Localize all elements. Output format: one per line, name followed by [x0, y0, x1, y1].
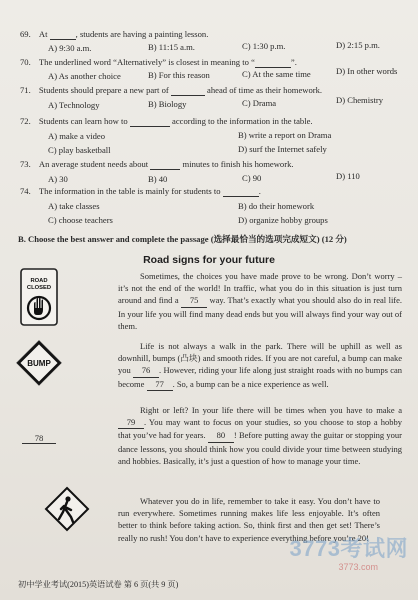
- bump-sign-label: BUMP: [27, 359, 51, 368]
- question-number: 69.: [20, 29, 31, 39]
- answer-blank: [223, 186, 259, 197]
- option-a: A) 30: [48, 174, 68, 184]
- option-d: D) organize hobby groups: [238, 215, 328, 225]
- road-closed-line1: ROAD: [30, 278, 48, 284]
- question-stem: Students can learn how to: [38, 116, 128, 126]
- answer-blank: [50, 29, 76, 40]
- paragraph-3-end: ! Before putting away the guitar or stopping your dance lessons, you should think how you could divide your time between studying and hobbies. Basically, it’s just a question of how to manage your time.: [118, 430, 403, 466]
- option-c: C) At the same time: [242, 69, 311, 79]
- answer-blank: [150, 159, 180, 170]
- paragraph-2-end: . So, a bump can be a nice experience as well.: [172, 378, 329, 389]
- option-d: D) surf the Internet safely: [238, 144, 327, 154]
- question-number: 74.: [20, 186, 31, 196]
- option-c: C) Drama: [242, 98, 277, 108]
- question-stem-end: ”.: [290, 57, 297, 67]
- question-number: 70.: [20, 57, 31, 67]
- question-72: [20, 116, 313, 127]
- option-c: C) choose teachers: [48, 215, 113, 225]
- question-74: [20, 186, 261, 197]
- page-footer: 初中学业考试(2015)英语试卷 第 6 页(共 9 页): [18, 580, 179, 589]
- question-stem-end: according to the information in the table.: [172, 116, 313, 126]
- watermark-logo: 3773考试网: [289, 536, 408, 561]
- answer-blank: [171, 85, 205, 96]
- question-stem-end: .: [258, 186, 261, 196]
- question-stem-end: minutes to finish his homework.: [182, 159, 294, 169]
- option-a: A) As another choice: [48, 71, 121, 81]
- margin-blank-78: [22, 433, 56, 444]
- bump-sign-icon: [16, 340, 62, 386]
- question-stem: The information in the table is mainly for students to: [38, 186, 221, 196]
- question-stem: An average student needs about: [38, 159, 149, 169]
- question-number: 72.: [20, 116, 31, 126]
- question-stem: The underlined word “Alternatively” is closest in meaning to “: [38, 57, 255, 67]
- road-closed-sign-icon: [20, 268, 58, 326]
- option-a: A) Technology: [48, 100, 100, 110]
- paragraph-2-mid: . However, riding your life along just straight roads with no bumps can become: [118, 365, 403, 389]
- answer-blank: [255, 57, 291, 68]
- option-c: C) 1:30 p.m.: [242, 41, 286, 51]
- option-a: A) make a video: [48, 131, 106, 141]
- paragraph-2: [118, 340, 402, 391]
- option-a: A) take classes: [48, 201, 100, 211]
- blank-77: 77: [147, 378, 173, 391]
- question-stem-end: , students are having a painting lesson.: [75, 29, 209, 39]
- pedestrian-sign-icon: [44, 486, 90, 532]
- option-d: D) Chemistry: [336, 95, 384, 105]
- paragraph-1: [118, 270, 402, 332]
- option-b: B) For this reason: [148, 70, 210, 80]
- passage-title: Road signs for your future: [143, 254, 275, 266]
- paragraph-3: [118, 404, 402, 467]
- road-closed-line2: CLOSED: [26, 285, 52, 291]
- question-stem: At: [38, 29, 48, 39]
- question-stem: Students should prepare a new part of: [38, 85, 169, 95]
- paragraph-1-end: way. That’s exactly what you should also do in real life. In your life you will find many dead ends but you will always find your way out of them.: [118, 295, 403, 331]
- option-b: B) write a report on Drama: [238, 130, 332, 140]
- question-73: [20, 159, 294, 170]
- question-number: 73.: [20, 159, 31, 169]
- question-70: [20, 57, 297, 68]
- paragraph-3-mid: . You may want to focus on your studies, so you choose to stop a hobby that you’ve had for years.: [118, 417, 402, 441]
- paragraph-3-text: Right or left? In your life there will be times when you have to make a: [140, 405, 402, 415]
- option-c: C) 90: [242, 173, 262, 183]
- option-a: A) 9:30 a.m.: [48, 43, 92, 53]
- blank-75: 75: [181, 294, 207, 307]
- blank-79: 79: [118, 416, 144, 429]
- question-number: 71.: [20, 85, 31, 95]
- option-d: D) In other words: [336, 66, 398, 76]
- paragraph-4-text: Whatever you do in life, remember to take it easy. You don’t have to run everywhere. Sometimes running makes life less enjoyable. It’s often better to think before taking action. So, think first and then get set! There’s really no rush! You don’t have to experience everything before you’re 20!: [118, 496, 380, 543]
- blank-78: 78: [22, 433, 56, 444]
- paragraph-1-text: Sometimes, the choices you have made prove to be wrong. Don’t worry – it’s not the end of the world! In traffic, what you do in this situation is just turn around and find a: [118, 271, 402, 306]
- option-c: C) play basketball: [48, 145, 111, 155]
- paragraph-2-text: Life is not always a walk in the park. There will be uphill as well as downhill, bumps (凸块) and smooth rides. If you are not careful, a bump can make you: [118, 341, 402, 376]
- question-71: [20, 85, 322, 96]
- watermark-url: 3773.com: [338, 562, 378, 572]
- question-69: [20, 29, 208, 40]
- option-b: B) Biology: [148, 99, 187, 109]
- option-d: D) 2:15 p.m.: [336, 40, 380, 50]
- answer-blank: [130, 116, 170, 127]
- option-b: B) 40: [148, 174, 168, 184]
- question-stem-end: ahead of time as their homework.: [207, 85, 323, 95]
- blank-80: 80: [208, 429, 234, 442]
- blank-76: 76: [133, 364, 159, 377]
- option-d: D) 110: [336, 171, 360, 181]
- option-b: B) do their homework: [238, 201, 315, 211]
- section-b-heading: B. Choose the best answer and complete the passage (选择最恰当的选项完成短文) (12 分): [18, 234, 347, 244]
- option-b: B) 11:15 a.m.: [148, 42, 195, 52]
